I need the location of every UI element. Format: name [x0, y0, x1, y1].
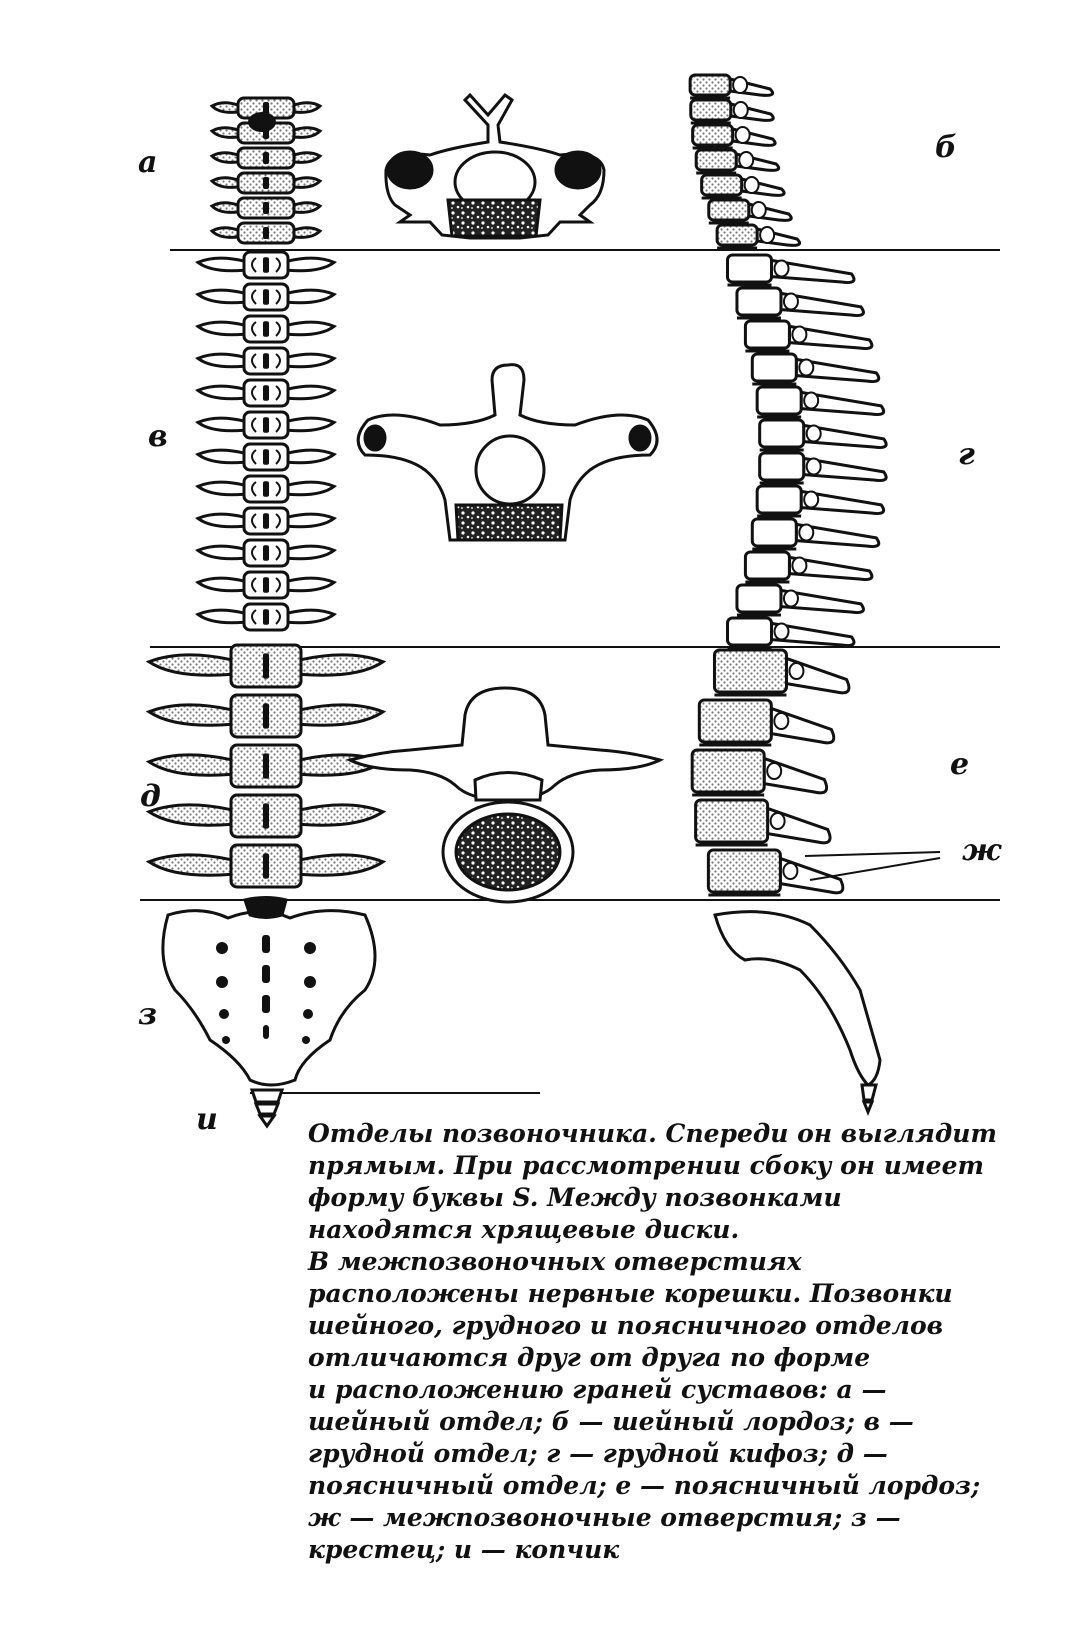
side-vertebra — [693, 125, 775, 148]
front-vertebra — [198, 348, 334, 374]
side-vertebra — [699, 700, 833, 745]
side-vertebra — [691, 100, 773, 123]
side-vertebra — [702, 175, 784, 198]
side-view-spine — [690, 75, 886, 895]
figure-caption — [308, 1118, 998, 1566]
side-vertebra — [737, 585, 863, 615]
label-g-thoracic-kyphosis: г — [958, 437, 975, 472]
lumbar-vertebra-section — [350, 688, 660, 902]
side-vertebra — [728, 618, 854, 648]
side-vertebra — [696, 800, 830, 845]
thoracic-vertebra-section — [358, 365, 657, 540]
label-i-coccyx: и — [196, 1102, 218, 1137]
caption-line: шейный отдел; б — шейный лордоз; в — — [308, 1407, 914, 1436]
label-zh-foramina: ж — [962, 833, 1002, 868]
front-vertebra — [198, 508, 334, 534]
side-vertebra — [752, 354, 878, 384]
front-vertebra — [198, 540, 334, 566]
side-vertebra — [757, 387, 883, 417]
side-vertebra — [714, 650, 848, 695]
caption-line: крестец; и — копчик — [308, 1535, 620, 1564]
caption-line: прямым. При рассмотрении сбоку он имеет — [308, 1151, 984, 1180]
cervical-vertebra-section — [386, 95, 604, 238]
side-vertebra — [745, 321, 871, 351]
caption-line: Отделы позвоночника. Спереди он выглядит — [308, 1119, 997, 1148]
caption-line: отличаются друг от друга по форме — [308, 1343, 871, 1372]
front-sacrum — [163, 898, 375, 1127]
front-vertebra — [198, 380, 334, 406]
side-sacrum — [715, 912, 880, 1112]
front-vertebra — [149, 845, 383, 887]
front-vertebra — [198, 476, 334, 502]
front-vertebra — [212, 198, 320, 218]
front-vertebra — [198, 412, 334, 438]
front-vertebra — [198, 444, 334, 470]
side-vertebra — [709, 200, 791, 223]
caption-line: шейного, грудного и поясничного отделов — [308, 1311, 944, 1340]
caption-line: В межпозвоночных отверстиях — [308, 1247, 802, 1276]
label-d-lumbar: д — [140, 779, 161, 814]
label-e-lumbar-lordosis: е — [950, 747, 970, 782]
side-vertebra — [737, 288, 863, 318]
front-vertebra — [198, 572, 334, 598]
front-vertebra — [212, 173, 320, 193]
label-a-cervical: а — [138, 145, 158, 180]
side-vertebra — [717, 225, 799, 248]
side-vertebra — [692, 750, 826, 795]
front-vertebra — [198, 252, 334, 278]
side-vertebra — [728, 255, 854, 285]
label-z-sacrum: з — [138, 997, 158, 1032]
side-vertebra — [696, 150, 778, 173]
side-vertebra — [745, 552, 871, 582]
caption-line: находятся хрящевые диски. — [308, 1215, 740, 1244]
front-vertebra — [149, 745, 383, 787]
side-vertebra — [752, 519, 878, 549]
caption-line: и расположению граней суставов: а — — [308, 1375, 887, 1404]
label-b-cervical-lordosis: б — [935, 130, 957, 165]
front-vertebra — [212, 223, 320, 243]
front-vertebra — [198, 604, 334, 630]
side-vertebra — [760, 420, 886, 450]
caption-line: форму буквы S. Между позвонками — [308, 1183, 842, 1212]
front-view-spine — [149, 98, 383, 887]
front-vertebra — [212, 148, 320, 168]
side-vertebra — [757, 486, 883, 516]
front-vertebra — [149, 795, 383, 837]
caption-line: поясничный отдел; е — поясничный лордоз; — [308, 1471, 981, 1500]
front-vertebra — [198, 316, 334, 342]
label-v-thoracic: в — [148, 419, 168, 454]
front-vertebra — [198, 284, 334, 310]
caption-line: грудной отдел; г — грудной кифоз; д — — [308, 1439, 888, 1468]
caption-line: ж — межпозвоночные отверстия; з — — [308, 1503, 901, 1532]
front-vertebra — [149, 645, 383, 687]
side-vertebra — [708, 850, 842, 895]
front-vertebra — [149, 695, 383, 737]
caption-line: расположены нервные корешки. Позвонки — [308, 1279, 953, 1308]
side-vertebra — [760, 453, 886, 483]
side-vertebra — [690, 75, 772, 98]
